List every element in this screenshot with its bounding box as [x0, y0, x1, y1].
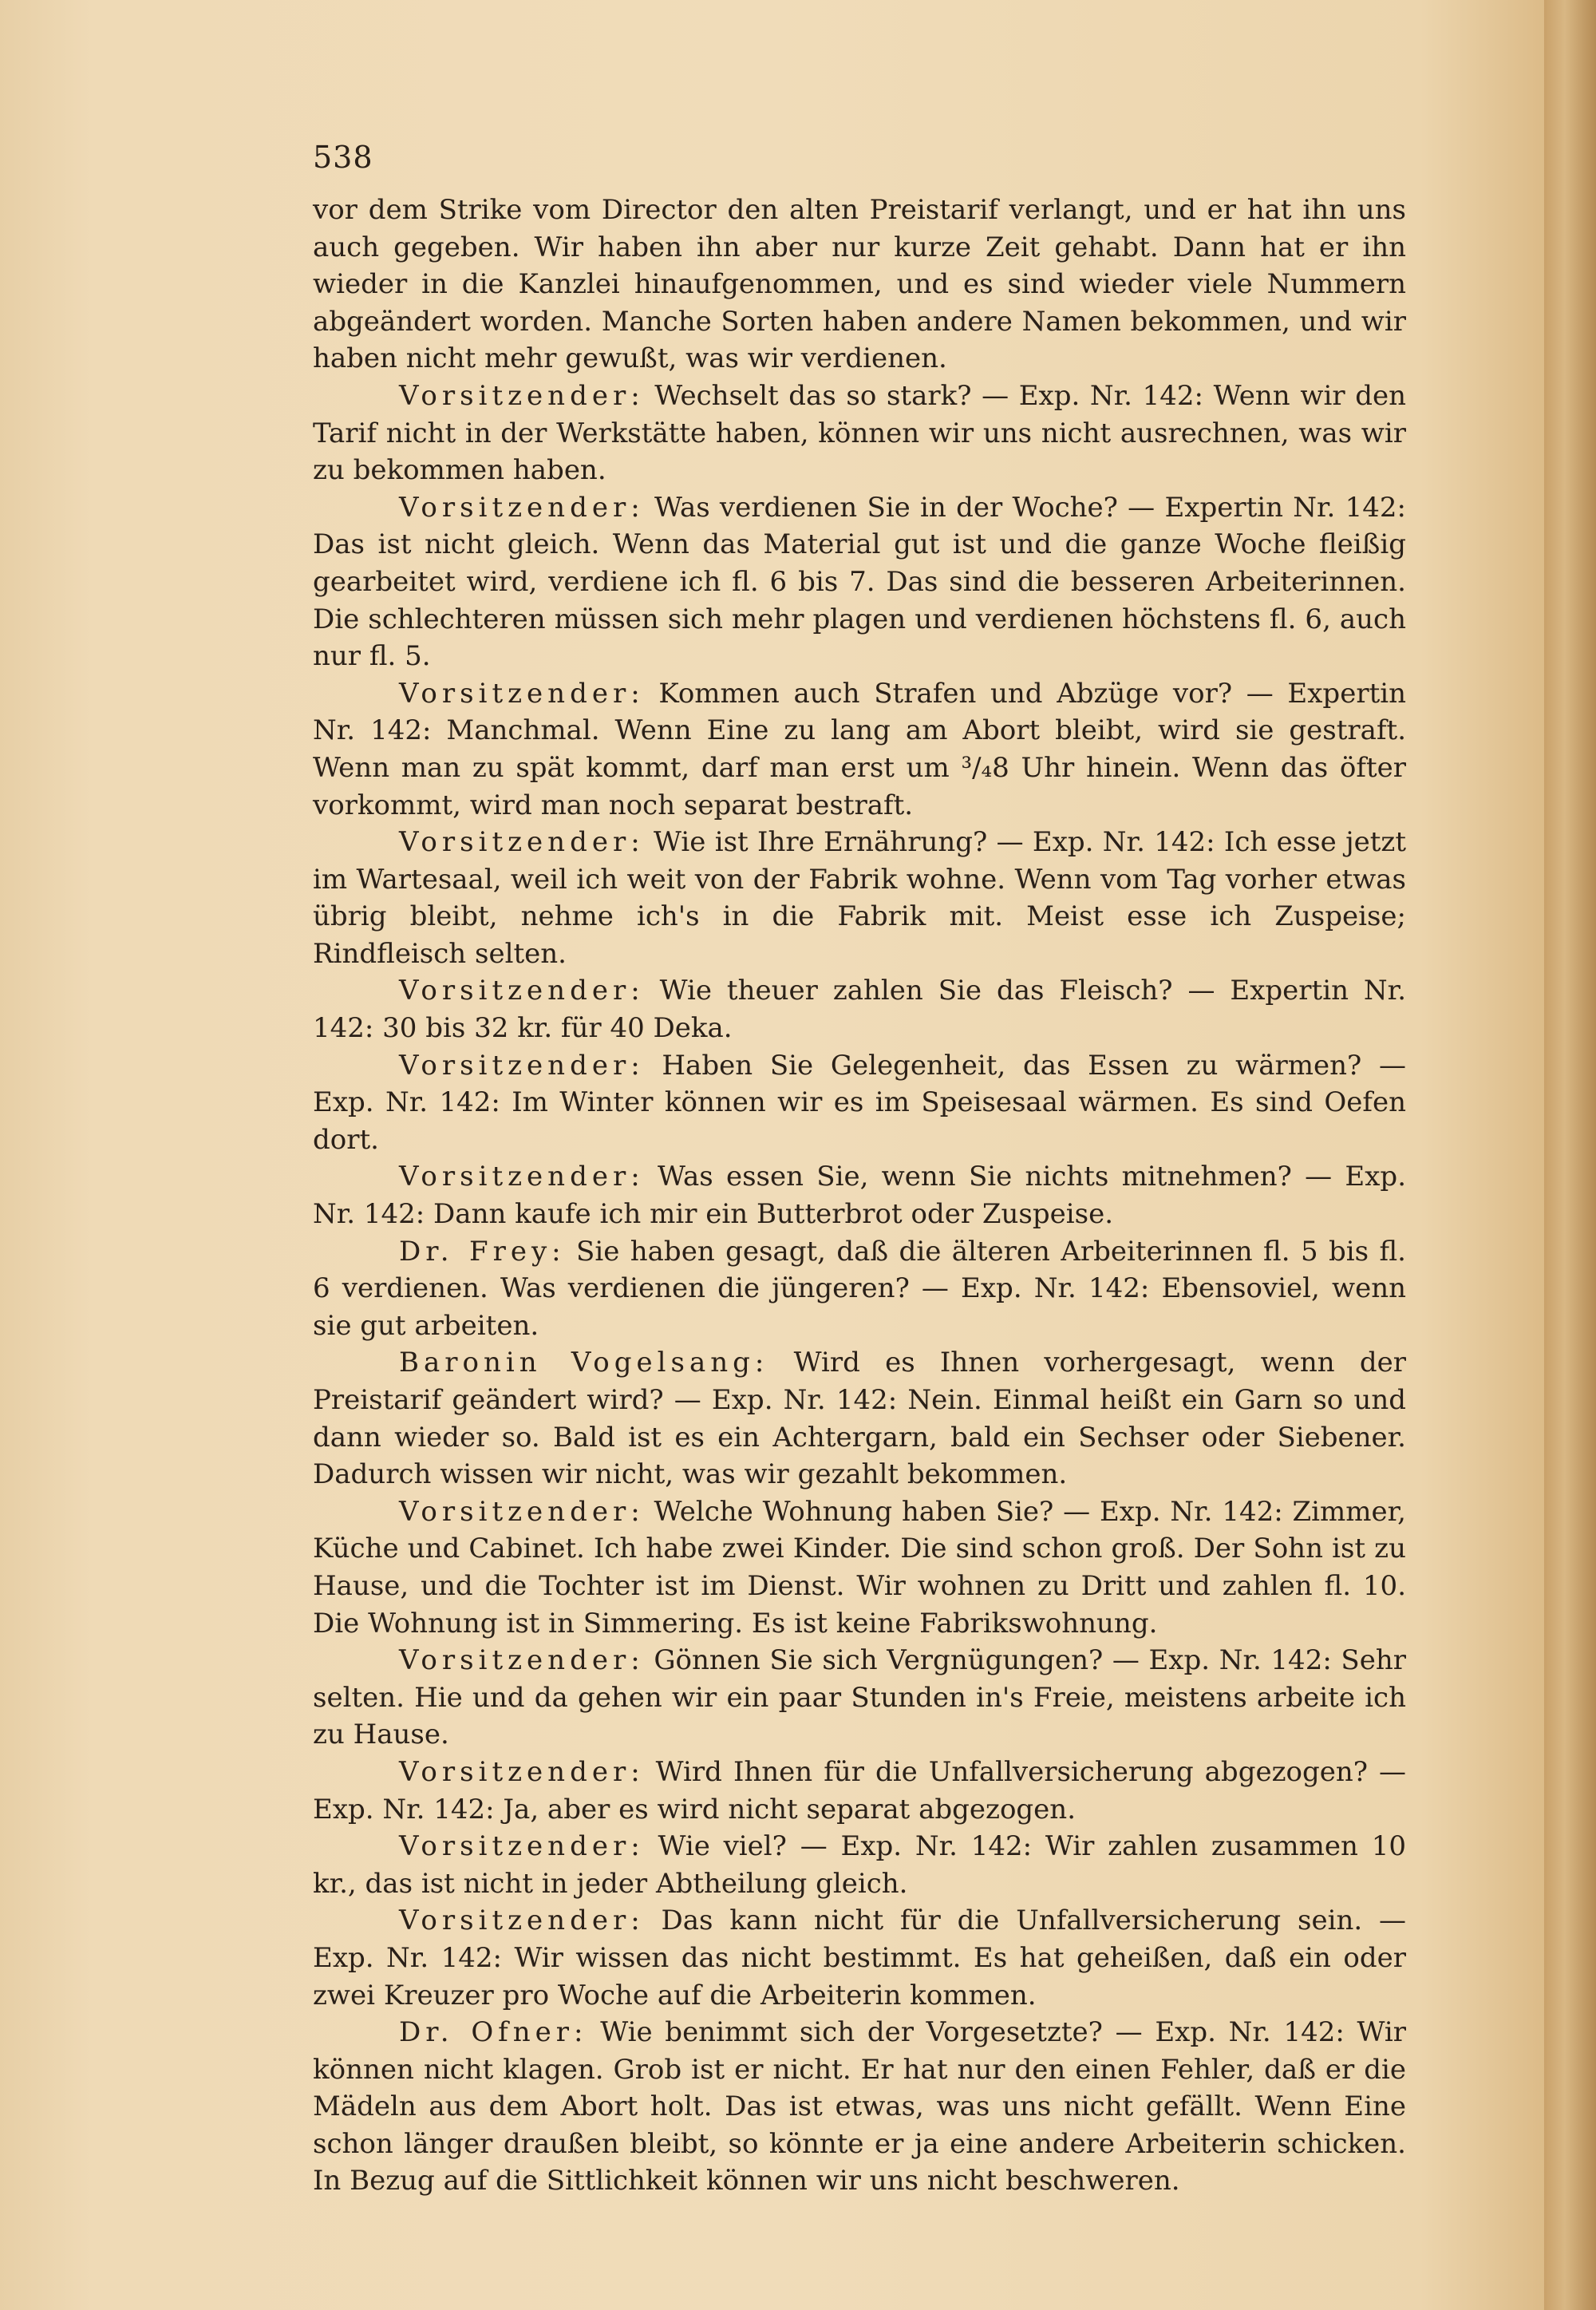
speaker: Vorsitzender:: [399, 1161, 645, 1193]
speaker: Vorsitzender:: [399, 1905, 645, 1937]
paragraph: [313, 1158, 1406, 1232]
paragraph-text: Wie ist Ihre Ernährung? — Exp. Nr. 142: Ich esse jetzt im Wartesaal, weil ich weit von der Fabrik wohne. Wenn vom Tag vorher etwas übrig bleibt, nehme ich's in die Fabrik mit. Meist esse ich Zuspeise; Rindfleisch selten.: [313, 826, 1406, 970]
paragraph: [313, 2014, 1406, 2200]
paragraph: [313, 1047, 1406, 1159]
paragraph: [313, 1344, 1406, 1493]
paragraph: [313, 675, 1406, 824]
speaker: Dr. Ofner:: [399, 2016, 588, 2049]
speaker: Vorsitzender:: [399, 379, 645, 412]
paragraph-text: Wie viel? — Exp. Nr. 142: Wir zahlen zusammen 10 kr., das ist nicht in jeder Abtheilung gleich.: [313, 1830, 1406, 1900]
paragraph: [313, 972, 1406, 1046]
paragraph-text: Wird es Ihnen vorhergesagt, wenn der Preistarif geändert wird? — Exp. Nr. 142: Nein. Einmal heißt ein Garn so und dann wieder so. Bald ist es ein Achtergarn, bald ein Sechser oder Siebener. Dadurch wissen wir nicht, was wir gezahlt bekommen.: [313, 1347, 1406, 1491]
speaker: Vorsitzender:: [399, 491, 645, 524]
paragraph: [313, 1754, 1406, 1828]
paragraph: [313, 1233, 1406, 1345]
paragraph-text: Wird Ihnen für die Unfallversicherung abgezogen? — Exp. Nr. 142: Ja, aber es wird nicht separat abgezogen.: [313, 1755, 1406, 1825]
paragraph: [313, 378, 1406, 489]
speaker: Vorsitzender:: [399, 1830, 645, 1863]
paragraph-text: Was verdienen Sie in der Woche? — Expertin Nr. 142: Das ist nicht gleich. Wenn das Material gut ist und die ganze Woche fleißig gearbeitet wird, verdiene ich fl. 6 bis 7. Das sind die besseren Arbeiterinnen. Die schlechteren müssen sich mehr plagen und verdienen höchstens fl. 6, auch nur fl. 5.: [313, 491, 1406, 673]
paragraph-text: Wechselt das so stark? — Exp. Nr. 142: Wenn wir den Tarif nicht in der Werkstätte haben, können wir uns nicht ausrechnen, was wir zu bekommen haben.: [313, 379, 1406, 487]
speaker: Vorsitzender:: [399, 1049, 645, 1082]
paragraph-text: Das kann nicht für die Unfallversicherung sein. — Exp. Nr. 142: Wir wissen das nicht bestimmt. Es hat geheißen, daß ein oder zwei Kreuzer pro Woche auf die Arbeiterin kommen.: [313, 1905, 1406, 2011]
speaker: Vorsitzender:: [399, 1495, 645, 1528]
speaker: Vorsitzender:: [399, 826, 645, 859]
body-text: [313, 192, 1406, 2200]
paragraph-text: Was essen Sie, wenn Sie nichts mitnehmen? — Exp. Nr. 142: Dann kaufe ich mir ein Butterbrot oder Zuspeise.: [313, 1161, 1406, 1231]
paragraph-text: Haben Sie Gelegenheit, das Essen zu wärmen? — Exp. Nr. 142: Im Winter können wir es im Speisesaal wärmen. Es sind Oefen dort.: [313, 1049, 1406, 1156]
paragraph-text: vor dem Strike vom Director den alten Preistarif verlangt, und er hat ihn uns auch gegeben. Wir haben ihn aber nur kurze Zeit gehabt. Dann hat er ihn wieder in die Kanzlei hinaufgenommen, und es sind wieder viele Nummern abgeändert worden. Manche Sorten haben andere Namen bekommen, und wir haben nicht mehr gewußt, was wir verdienen.: [313, 194, 1406, 375]
speaker: Vorsitzender:: [399, 1644, 645, 1677]
paragraph-text: Wie theuer zahlen Sie das Fleisch? — Expertin Nr. 142: 30 bis 32 kr. für 40 Deka.: [313, 975, 1406, 1045]
paragraph-text: Welche Wohnung haben Sie? — Exp. Nr. 142: Zimmer, Küche und Cabinet. Ich habe zwei Kinder. Die sind schon groß. Der Sohn ist zu Hause, und die Tochter ist im Dienst. Wir wohnen zu Dritt und zahlen fl. 10. Die Wohnung ist in Simmering. Es ist keine Fabrikswohnung.: [313, 1495, 1406, 1640]
paragraph-text: Wie benimmt sich der Vorgesetzte? — Exp. Nr. 142: Wir können nicht klagen. Grob ist er nicht. Er hat nur den einen Fehler, daß er die Mädeln aus dem Abort holt. Das ist etwas, was uns nicht gefällt. Wenn Eine schon länger draußen bleibt, so könnte er ja eine andere Arbeiterin schicken. In Bezug auf die Sittlichkeit können wir uns nicht beschweren.: [313, 2016, 1406, 2197]
speaker: Vorsitzender:: [399, 1755, 645, 1788]
paragraph-text: Kommen auch Strafen und Abzüge vor? — Expertin Nr. 142: Manchmal. Wenn Eine zu lang am Abort bleibt, wird sie gestraft. Wenn man zu spät kommt, darf man erst um ³/₄8 Uhr hinein. Wenn das öfter vorkommt, wird man noch separat bestraft.: [313, 677, 1406, 821]
paragraph-text: Gönnen Sie sich Vergnügungen? — Exp. Nr. 142: Sehr selten. Hie und da gehen wir ein paar Stunden in's Freie, meistens arbeite ich zu Hause.: [313, 1644, 1406, 1751]
speaker: Vorsitzender:: [399, 677, 645, 710]
speaker: Dr. Frey:: [399, 1235, 566, 1268]
paragraph: [313, 489, 1406, 675]
paragraph: [313, 824, 1406, 972]
paragraph: [313, 192, 1406, 378]
speaker: Vorsitzender:: [399, 975, 645, 1007]
speaker: Baronin Vogelsang:: [399, 1347, 769, 1379]
paragraph-text: Sie haben gesagt, daß die älteren Arbeiterinnen fl. 5 bis fl. 6 verdienen. Was verdienen die jüngeren? — Exp. Nr. 142: Ebensoviel, wenn sie gut arbeiten.: [313, 1235, 1406, 1342]
paragraph: [313, 1902, 1406, 2014]
paragraph: [313, 1642, 1406, 1754]
page-number: 538: [313, 140, 373, 175]
paragraph: [313, 1828, 1406, 1902]
page-edge: [1544, 0, 1596, 2310]
paragraph: [313, 1493, 1406, 1642]
